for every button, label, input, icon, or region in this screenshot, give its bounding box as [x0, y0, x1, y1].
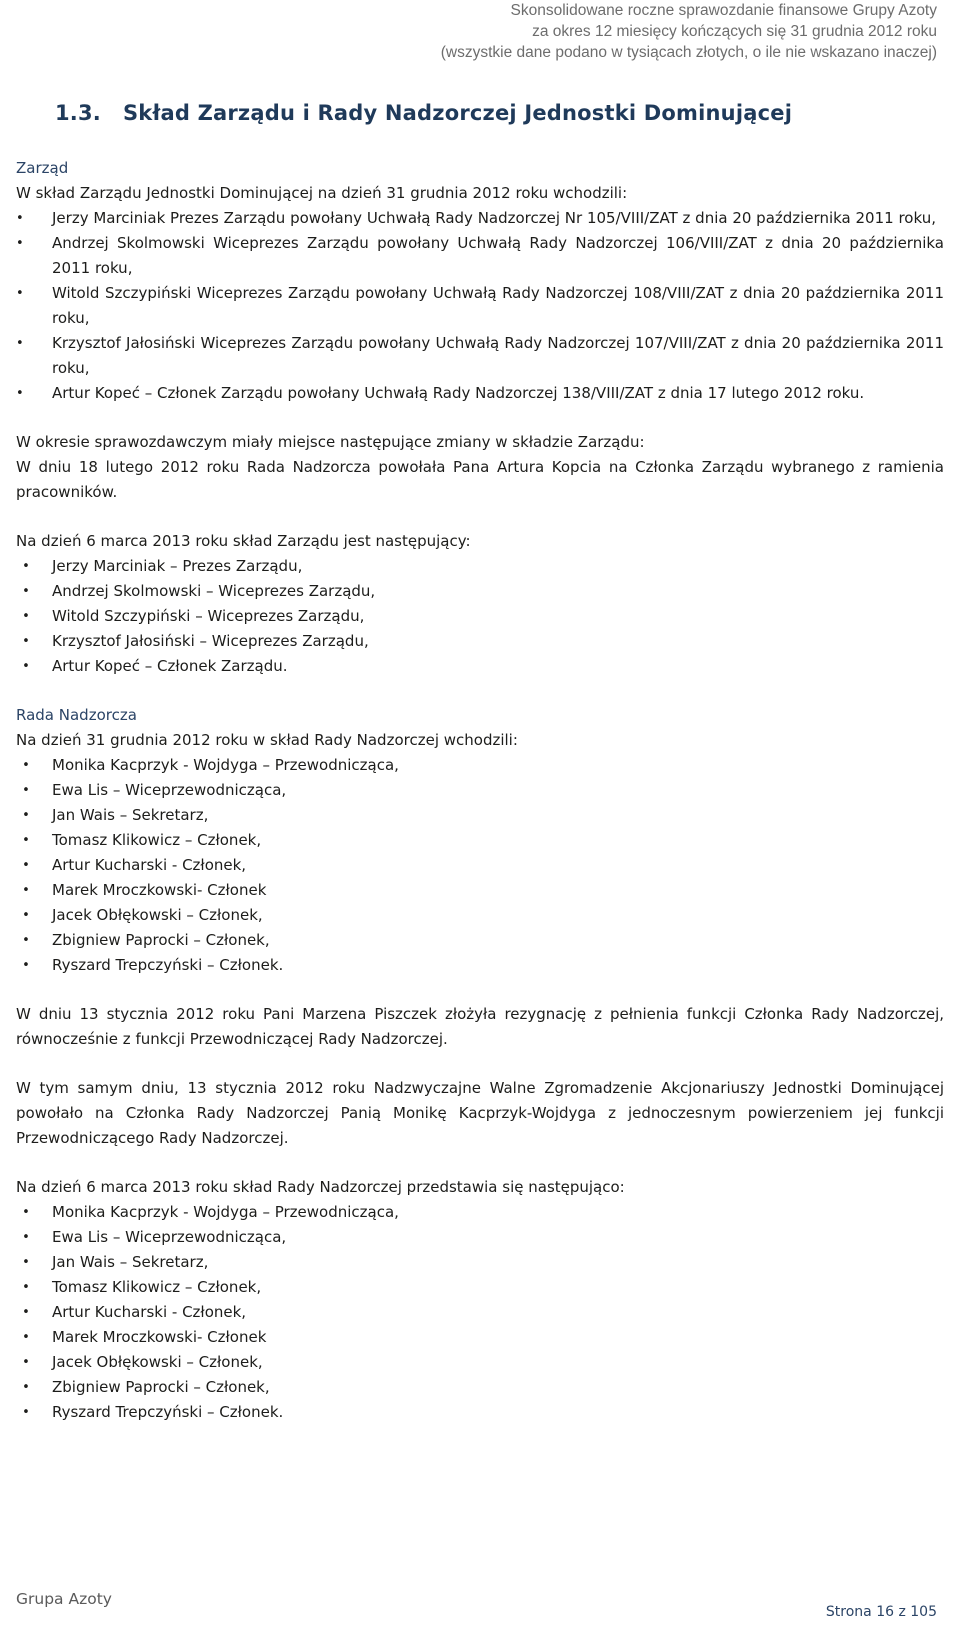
list-item	[16, 381, 944, 406]
zarzad-changes-text: W dniu 18 lutego 2012 roku Rada Nadzorcza powołała Pana Artura Kopcia na Członka Zarządu wybranego z ramienia pracowników.	[16, 458, 944, 501]
zarzad-intro: W skład Zarządu Jednostki Dominującej na dzień 31 grudnia 2012 roku wchodzili:	[16, 184, 628, 202]
list-item	[16, 753, 944, 778]
list-item-text: Jan Wais – Sekretarz,	[52, 806, 209, 824]
bullet-icon: •	[22, 858, 30, 873]
list-item	[16, 1300, 944, 1325]
rada-current-intro: Na dzień 6 marca 2013 roku skład Rady Nadzorczej przedstawia się następująco:	[16, 1178, 625, 1196]
zarzad-current-list	[16, 554, 944, 679]
bullet-icon: •	[22, 1305, 30, 1320]
list-item-text: Marek Mroczkowski- Członek	[52, 1328, 267, 1346]
list-item	[16, 928, 944, 953]
rada-intro: Na dzień 31 grudnia 2012 roku w skład Rady Nadzorczej wchodzili:	[16, 731, 518, 749]
list-item	[16, 554, 944, 579]
list-item	[16, 1200, 944, 1225]
list-item-text: Andrzej Skolmowski Wiceprezes Zarządu powołany Uchwałą Rady Nadzorczej 106/VIII/ZAT z dnia 20 października 2011 roku,	[52, 234, 944, 277]
list-item-text: Artur Kopeć – Członek Zarządu.	[52, 657, 288, 675]
list-item-text: Jerzy Marciniak – Prezes Zarządu,	[52, 557, 303, 575]
list-item-text: Jan Wais – Sekretarz,	[52, 1253, 209, 1271]
footer-company: Grupa Azoty	[16, 1590, 112, 1608]
bullet-icon: •	[16, 386, 24, 401]
list-item-text: Artur Kucharski - Członek,	[52, 856, 247, 874]
page-number: Strona 16 z 105	[825, 1604, 937, 1620]
list-item	[16, 903, 944, 928]
list-item-text: Tomasz Klikowicz – Członek,	[52, 1278, 262, 1296]
bullet-icon: •	[22, 609, 30, 624]
list-item	[16, 1325, 944, 1350]
bullet-icon: •	[22, 1230, 30, 1245]
list-item	[16, 604, 944, 629]
list-item-text: Monika Kacprzyk - Wojdyga – Przewodnicząca,	[52, 1203, 399, 1221]
list-item-text: Ryszard Trepczyński – Członek.	[52, 1403, 284, 1421]
bullet-icon: •	[22, 1380, 30, 1395]
bullet-icon: •	[22, 1205, 30, 1220]
section-title-text: Skład Zarządu i Rady Nadzorczej Jednostki Dominującej	[122, 101, 793, 125]
bullet-icon: •	[16, 236, 24, 251]
list-item-text: Tomasz Klikowicz – Członek,	[52, 831, 262, 849]
bullet-icon: •	[22, 933, 30, 948]
list-item	[16, 1250, 944, 1275]
list-item	[16, 206, 944, 231]
rada-appointment-paragraph: W tym samym dniu, 13 stycznia 2012 roku Nadzwyczajne Walne Zgromadzenie Akcjonariuszy Jednostki Dominującej powołało na Członka Rady Nadzorczej Panią Monikę Kacprzyk-Wojdyga z jednoczesnym powierzeniem jej funkcji Przewodniczącego Rady Nadzorczej.	[16, 1079, 944, 1147]
bullet-icon: •	[22, 908, 30, 923]
list-item	[16, 778, 944, 803]
rada-resignation-paragraph: W dniu 13 stycznia 2012 roku Pani Marzena Piszczek złożyła rezygnację z pełnienia funkcji Członka Rady Nadzorczej, równocześnie z funkcji Przewodniczącej Rady Nadzorczej.	[16, 1005, 944, 1048]
bullet-icon: •	[22, 559, 30, 574]
list-item-text: Krzysztof Jałosiński – Wiceprezes Zarządu,	[52, 632, 369, 650]
bullet-icon: •	[22, 783, 30, 798]
list-item	[16, 331, 944, 381]
bullet-icon: •	[22, 1405, 30, 1420]
list-item-text: Zbigniew Paprocki – Członek,	[52, 1378, 270, 1396]
bullet-icon: •	[22, 659, 30, 674]
document-body	[16, 156, 944, 1425]
rada-current-list	[16, 1200, 944, 1425]
header-period: za okres 12 miesięcy kończących się 31 grudnia 2012 roku	[532, 23, 937, 40]
list-item	[16, 654, 944, 679]
page-header	[441, 0, 937, 63]
list-item	[16, 803, 944, 828]
header-report-title: Skonsolidowane roczne sprawozdanie finansowe Grupy Azoty	[510, 2, 937, 19]
list-item	[16, 1375, 944, 1400]
list-item	[16, 953, 944, 978]
bullet-icon: •	[22, 584, 30, 599]
bullet-icon: •	[22, 808, 30, 823]
bullet-icon: •	[22, 1255, 30, 1270]
list-item	[16, 231, 944, 281]
list-item	[16, 1275, 944, 1300]
list-item-text: Monika Kacprzyk - Wojdyga – Przewodnicząca,	[52, 756, 399, 774]
list-item-text: Ewa Lis – Wiceprzewodnicząca,	[52, 781, 287, 799]
header-units-note: (wszystkie dane podano w tysiącach złotych, o ile nie wskazano inaczej)	[440, 44, 937, 61]
list-item	[16, 878, 944, 903]
rada-heading: Rada Nadzorcza	[16, 706, 137, 724]
bullet-icon: •	[22, 1280, 30, 1295]
bullet-icon: •	[22, 833, 30, 848]
bullet-icon: •	[16, 336, 24, 351]
list-item-text: Jacek Obłękowski – Członek,	[52, 906, 263, 924]
list-item	[16, 629, 944, 654]
list-item	[16, 853, 944, 878]
section-number: 1.3.	[55, 101, 101, 125]
list-item-text: Marek Mroczkowski- Członek	[52, 881, 267, 899]
zarzad-members-list	[16, 206, 944, 406]
list-item	[16, 281, 944, 331]
zarzad-heading: Zarząd	[16, 159, 69, 177]
list-item-text: Jerzy Marciniak Prezes Zarządu powołany Uchwałą Rady Nadzorczej Nr 105/VIII/ZAT z dnia 20 października 2011 roku,	[52, 209, 936, 227]
bullet-icon: •	[16, 211, 24, 226]
zarzad-current-intro: Na dzień 6 marca 2013 roku skład Zarządu jest następujący:	[16, 532, 471, 550]
bullet-icon: •	[22, 758, 30, 773]
list-item-text: Ryszard Trepczyński – Członek.	[52, 956, 284, 974]
list-item-text: Ewa Lis – Wiceprzewodnicząca,	[52, 1228, 287, 1246]
list-item-text: Witold Szczypiński Wiceprezes Zarządu powołany Uchwałą Rady Nadzorczej 108/VIII/ZAT z dnia 20 października 2011 roku,	[52, 284, 944, 327]
bullet-icon: •	[16, 286, 24, 301]
list-item	[16, 579, 944, 604]
bullet-icon: •	[22, 1355, 30, 1370]
list-item	[16, 1350, 944, 1375]
section-heading	[55, 101, 792, 125]
list-item-text: Zbigniew Paprocki – Członek,	[52, 931, 270, 949]
bullet-icon: •	[22, 883, 30, 898]
list-item-text: Artur Kopeć – Członek Zarządu powołany Uchwałą Rady Nadzorczej 138/VIII/ZAT z dnia 17 lutego 2012 roku.	[52, 384, 865, 402]
bullet-icon: •	[22, 958, 30, 973]
list-item-text: Krzysztof Jałosiński Wiceprezes Zarządu powołany Uchwałą Rady Nadzorczej 107/VIII/ZAT z dnia 20 października 2011 roku,	[52, 334, 944, 377]
list-item-text: Witold Szczypiński – Wiceprezes Zarządu,	[52, 607, 365, 625]
zarzad-changes-intro: W okresie sprawozdawczym miały miejsce następujące zmiany w składzie Zarządu:	[16, 433, 645, 451]
list-item	[16, 1225, 944, 1250]
list-item-text: Andrzej Skolmowski – Wiceprezes Zarządu,	[52, 582, 376, 600]
bullet-icon: •	[22, 634, 30, 649]
bullet-icon: •	[22, 1330, 30, 1345]
list-item-text: Jacek Obłękowski – Członek,	[52, 1353, 263, 1371]
list-item	[16, 828, 944, 853]
rada-members-list	[16, 753, 944, 978]
list-item-text: Artur Kucharski - Członek,	[52, 1303, 247, 1321]
list-item	[16, 1400, 944, 1425]
